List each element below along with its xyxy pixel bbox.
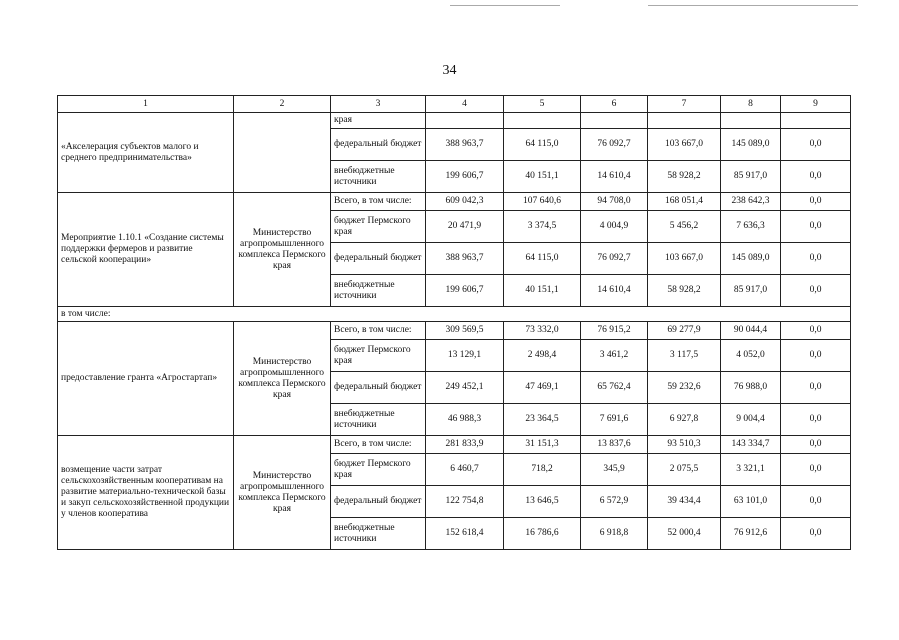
column-header: 2 [234,96,331,113]
value-cell: 3 117,5 [648,340,721,372]
value-cell: 16 786,6 [504,518,581,550]
value-cell: 145 089,0 [721,129,781,161]
funding-source: внебюджетные источники [331,404,426,436]
value-cell: 281 833,9 [426,436,504,454]
value-cell: 0,0 [781,340,851,372]
value-cell: 85 917,0 [721,161,781,193]
value-cell: 40 151,1 [504,161,581,193]
column-header: 9 [781,96,851,113]
value-cell: 46 988,3 [426,404,504,436]
value-cell: 6 918,8 [581,518,648,550]
column-header: 3 [331,96,426,113]
value-cell: 76 912,6 [721,518,781,550]
value-cell: 0,0 [781,372,851,404]
value-cell [504,113,581,129]
value-cell: 58 928,2 [648,275,721,307]
column-header: 5 [504,96,581,113]
value-cell: 63 101,0 [721,486,781,518]
value-cell: 76 092,7 [581,129,648,161]
value-cell: 14 610,4 [581,161,648,193]
funding-source: внебюджетные источники [331,275,426,307]
value-cell: 13 646,5 [504,486,581,518]
value-cell: 3 374,5 [504,211,581,243]
value-cell: 199 606,7 [426,275,504,307]
value-cell: 103 667,0 [648,243,721,275]
header-row [58,96,851,113]
value-cell: 3 461,2 [581,340,648,372]
value-cell: 20 471,9 [426,211,504,243]
funding-source: Всего, в том числе: [331,322,426,340]
value-cell: 76 915,2 [581,322,648,340]
funding-source: федеральный бюджет [331,486,426,518]
table-row [58,307,851,322]
value-cell: 103 667,0 [648,129,721,161]
value-cell: 4 004,9 [581,211,648,243]
funding-source: бюджет Пермского края [331,211,426,243]
value-cell: 0,0 [781,404,851,436]
value-cell: 85 917,0 [721,275,781,307]
value-cell: 122 754,8 [426,486,504,518]
funding-source: федеральный бюджет [331,372,426,404]
funding-source: Всего, в том числе: [331,193,426,211]
table-row [58,436,851,454]
value-cell: 47 469,1 [504,372,581,404]
value-cell: 76 988,0 [721,372,781,404]
value-cell: 6 927,8 [648,404,721,436]
funding-source: бюджет Пермского края [331,340,426,372]
value-cell: 0,0 [781,275,851,307]
value-cell: 31 151,3 [504,436,581,454]
value-cell: 2 498,4 [504,340,581,372]
page-number: 34 [442,63,457,78]
value-cell: 0,0 [781,161,851,193]
value-cell: 107 640,6 [504,193,581,211]
executor-cell [234,113,331,193]
value-cell: 52 000,4 [648,518,721,550]
funding-source: федеральный бюджет [331,129,426,161]
value-cell [648,113,721,129]
value-cell: 40 151,1 [504,275,581,307]
value-cell: 90 044,4 [721,322,781,340]
value-cell: 0,0 [781,243,851,275]
value-cell: 0,0 [781,322,851,340]
value-cell: 199 606,7 [426,161,504,193]
value-cell: 609 042,3 [426,193,504,211]
value-cell: 13 837,6 [581,436,648,454]
value-cell [426,113,504,129]
measure-name: предоставление гранта «Агростартап» [58,322,234,436]
value-cell: 76 092,7 [581,243,648,275]
value-cell: 145 089,0 [721,243,781,275]
table-row [58,113,851,129]
value-cell: 0,0 [781,454,851,486]
value-cell: 168 051,4 [648,193,721,211]
value-cell: 388 963,7 [426,243,504,275]
measure-name: «Акселерация субъектов малого и среднего предпринимательства» [58,113,234,193]
funding-source: внебюджетные источники [331,161,426,193]
funding-source: бюджет Пермского края [331,454,426,486]
executor-cell: Министерство агропромышленного комплекса Пермского края [234,436,331,550]
value-cell: 73 332,0 [504,322,581,340]
value-cell: 0,0 [781,486,851,518]
scan-artifact-line [450,5,560,6]
value-cell: 65 762,4 [581,372,648,404]
value-cell: 7 636,3 [721,211,781,243]
value-cell: 58 928,2 [648,161,721,193]
value-cell: 6 460,7 [426,454,504,486]
funding-source: края [331,113,426,129]
value-cell: 143 334,7 [721,436,781,454]
column-header: 1 [58,96,234,113]
value-cell: 59 232,6 [648,372,721,404]
value-cell [581,113,648,129]
value-cell: 4 052,0 [721,340,781,372]
value-cell: 0,0 [781,436,851,454]
value-cell: 238 642,3 [721,193,781,211]
value-cell: 388 963,7 [426,129,504,161]
value-cell: 3 321,1 [721,454,781,486]
column-header: 6 [581,96,648,113]
value-cell: 309 569,5 [426,322,504,340]
value-cell: 13 129,1 [426,340,504,372]
funding-source: внебюджетные источники [331,518,426,550]
executor-cell: Министерство агропромышленного комплекса Пермского края [234,193,331,307]
scan-artifact-line [648,5,858,6]
value-cell: 5 456,2 [648,211,721,243]
value-cell: 152 618,4 [426,518,504,550]
value-cell: 14 610,4 [581,275,648,307]
table-row [58,193,851,211]
column-header: 4 [426,96,504,113]
value-cell: 64 115,0 [504,129,581,161]
value-cell: 64 115,0 [504,243,581,275]
value-cell: 69 277,9 [648,322,721,340]
value-cell: 0,0 [781,129,851,161]
value-cell: 23 364,5 [504,404,581,436]
including-row-label: в том числе: [58,307,851,322]
measure-name: возмещение части затрат сельскохозяйственным кооперативам на развитие материально-технической базы и закуп сельскохозяйственной продукции у членов кооператива [58,436,234,550]
value-cell: 94 708,0 [581,193,648,211]
value-cell: 249 452,1 [426,372,504,404]
value-cell: 7 691,6 [581,404,648,436]
value-cell: 2 075,5 [648,454,721,486]
value-cell: 0,0 [781,193,851,211]
table-body [58,96,851,550]
value-cell [721,113,781,129]
value-cell: 93 510,3 [648,436,721,454]
column-header: 8 [721,96,781,113]
value-cell: 0,0 [781,211,851,243]
value-cell: 345,9 [581,454,648,486]
funding-source: Всего, в том числе: [331,436,426,454]
value-cell: 0,0 [781,518,851,550]
value-cell: 718,2 [504,454,581,486]
funding-source: федеральный бюджет [331,243,426,275]
column-header: 7 [648,96,721,113]
financing-table [57,95,851,550]
value-cell: 9 004,4 [721,404,781,436]
value-cell [781,113,851,129]
executor-cell: Министерство агропромышленного комплекса Пермского края [234,322,331,436]
value-cell: 39 434,4 [648,486,721,518]
measure-name: Мероприятие 1.10.1 «Создание системы поддержки фермеров и развитие сельской кооперации» [58,193,234,307]
value-cell: 6 572,9 [581,486,648,518]
table-row [58,322,851,340]
